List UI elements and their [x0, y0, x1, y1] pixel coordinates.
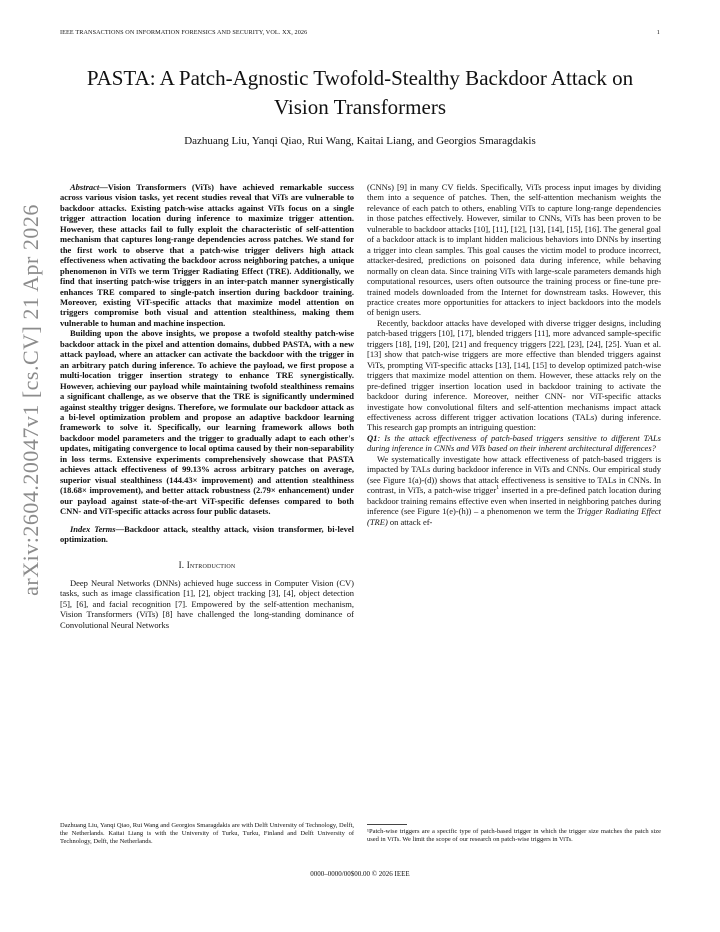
abstract-paragraph-2: Building upon the above insights, we propose a twofold stealthy patch-wise backdoor attack in the pixel and attention domains, dubbed PASTA, with a new attack payload, where an attacker can activate the backdoor with the trigger in an arbitrary patch during inference. To achieve the payload, we first propose a multi-location trigger insertion strategy to enhance TRE synergistically. However, achieving our payload while maintaining twofold stealthiness remains a significant challenge, as we observe that the TRE is significantly undermined against stealthy trigger designs. Therefore, we formulate our backdoor attack as a bi-level optimization problem and propose an adaptive backdoor learning framework to solve it. Specifically, our learning framework allows both backdoor model parameters and the trigger to gradually adapt to each other's updates, mitigating convergence to local optima caused by their non-separability in loss terms. Extensive experiments comprehensively showcase that PASTA achieves attack effectiveness of 99.13% across arbitrary patches on average, superior visual stealthiness (144.43× improvement) and attention stealthiness (18.68× improvement), and better attack robustness (2.79× enhancement) under our payload against state-of-the-art ViT-specific defenses compared to both CNN- and ViT-specific attacks across four public datasets. — [60, 328, 354, 517]
author-list: Dazhuang Liu, Yanqi Qiao, Rui Wang, Kaitai Liang, and Georgios Smaragdakis — [184, 135, 536, 147]
section-heading-introduction — [60, 560, 354, 570]
research-question-1 — [367, 433, 661, 454]
left-column — [60, 182, 354, 630]
intro-paragraph-2: Recently, backdoor attacks have developed with diverse trigger designs, including patch-based triggers [10], [17], blended triggers [11], more advanced sample-specific triggers [18], [19], [20], [21] and frequency triggers [22], [23], [24], [25]. Yuan et al. [13] show that patch-wise triggers are more effective than blended triggers against ViTs, prompting ViT-specific attacks [13], [14], [15] to develop optimized patch-wise triggers that maximize model attention on them. However, these attacks rely on the pre-defined trigger insertion location used in backdoor training to activate the backdoor during inference. Moreover, neither CNN- nor ViT-specific attacks investigate how convolutional filters and self-attention mechanisms impact attack effectiveness across different trigger activation locations (TALs) during inference. This research gap prompts an intriguing question: — [367, 317, 661, 433]
index-terms-label: Index Terms — [70, 523, 116, 534]
abstract-text-1: —Vision Transformers (ViTs) have achieved remarkable success across various vision tasks, yet recent studies reveal that ViTs are vulnerable to backdoor attacks. Existing patch-wise attacks against ViTs focus on a single trigger attraction location during inference to maximize trigger attention. However, these attacks fail to fully exploit the characteristic of self-attention mechanism that captures long-range dependencies across patches. We stand for the first work to observe that a patch-wise trigger delivers high attack effectiveness when activating the backdoor across neighboring patches, a unique phenomenon in ViTs we term Trigger Radiating Effect (TRE). Additionally, we find that inserting patch-wise triggers in an inter-patch manner synergistically enhances TRE compared to single-patch insertion during backdoor training. Moreover, existing ViT-specific attacks that maximize model attention on triggers compromise both visual and attention stealthiness, making them vulnerable to human and machine inspection. — [60, 182, 354, 328]
intro-paragraph-1-continued: (CNNs) [9] in many CV fields. Specifically, ViTs process input images by dividing them into a sequence of patches. Then, the self-attention mechanism weights the relevance of each patch to others, enabling ViTs to capture long-range dependencies in those patches effectively. However, similar to CNNs, ViTs has been proven to be vulnerable to backdoor attacks [10], [11], [12], [13], [14], [15], [16]. The general goal of a backdoor attack is to implant hidden malicious behaviors into DNNs by inserting a trigger into clean samples. This goal causes the victim model to produce incorrect, attacker-desired, predictions on poisoned data during inference, while behaving normally on clean data. Since training ViTs with large-scale parameters demands high computational resources, users often outsource the training process or fine-tune pre-trained models downloaded from the Internet for downstream tasks. However, this practice creates more opportunities for attackers to inject backdoors into the models of benign users. — [367, 182, 661, 318]
intro-paragraph-3-text: We systematically investigate how attack effectiveness of patch-based triggers is impacted by TALs during backdoor inference in ViTs and CNNs. Our empirical study (see Figure 1(a)-(d)) shows that attack effectiveness is sensitive to TALs in CNNs. In contrast, in ViTs, a patch-wise trigger — [367, 453, 661, 496]
author-affiliation-footnote: Dazhuang Liu, Yanqi Qiao, Rui Wang and Georgios Smaragdakis are with Delft University of Technology, Delft, the Netherlands. Kaitai Liang is with the University of Turku, Turku, Finland and Delft University of Technology, Delft, the Netherlands. — [60, 822, 354, 845]
section-number: I. — [178, 560, 187, 571]
abstract-paragraph-1 — [60, 182, 354, 328]
abstract — [60, 182, 354, 517]
intro-paragraph-3-text-b: inserted in a pre-defined patch location during backdoor training remains effective even when inserted in neighboring patches during inference (see Figure 1(e)-(h)) – a phenomenon we term the — [367, 485, 661, 517]
arxiv-stamp — [14, 150, 48, 650]
right-column — [367, 182, 661, 527]
footnote-marker: 1 — [496, 485, 500, 492]
copyright-line: 0000–0000/00$00.00 © 2026 IEEE — [310, 870, 410, 878]
q1-text: : Is the attack effectiveness of patch-based triggers sensitive to different TALs during inference in CNNs and ViTs based on their inherent architectural differences? — [367, 432, 661, 454]
index-terms-text: —Backdoor attack, stealthy attack, vision transformer, bi-level optimization. — [60, 523, 354, 544]
intro-paragraph-3 — [367, 454, 661, 527]
tre-term: Trigger Radiating Effect (TRE) — [367, 506, 661, 527]
footnote-rule — [367, 824, 407, 825]
intro-paragraph-3-text-c: on attack ef- — [387, 516, 433, 527]
page-number: 1 — [656, 29, 660, 36]
section-title-text: Introduction — [186, 560, 236, 571]
intro-paragraph-1: Deep Neural Networks (DNNs) achieved huge success in Computer Vision (CV) tasks, such as image classification [1], [2], object tracking [3], [4], object detection [5], [6], and facial recognition [7]. Empowered by the self-attention mechanism, Vision Transformers (ViTs) [8] have challenged the long-standing dominance of Convolutional Neural Networks — [60, 577, 354, 630]
footnote-1: ¹Patch-wise triggers are a specific type of patch-based trigger in which the trigger size matches the patch size used in ViTs. We limit the scope of our research on patch-wise triggers in ViTs. — [367, 828, 661, 843]
q1-label: Q1 — [367, 432, 378, 443]
journal-name: IEEE TRANSACTIONS ON INFORMATION FORENSICS AND SECURITY, VOL. XX, 2026 — [60, 29, 308, 36]
index-terms — [60, 524, 354, 545]
arxiv-identifier: arXiv:2604.20047v1 [cs.CV] 21 Apr 2026 — [18, 204, 43, 596]
abstract-label: Abstract — [70, 182, 100, 192]
running-header — [60, 29, 660, 36]
paper-title: PASTA: A Patch-Agnostic Twofold-Stealthy Backdoor Attack on Vision Transformers — [86, 66, 634, 119]
